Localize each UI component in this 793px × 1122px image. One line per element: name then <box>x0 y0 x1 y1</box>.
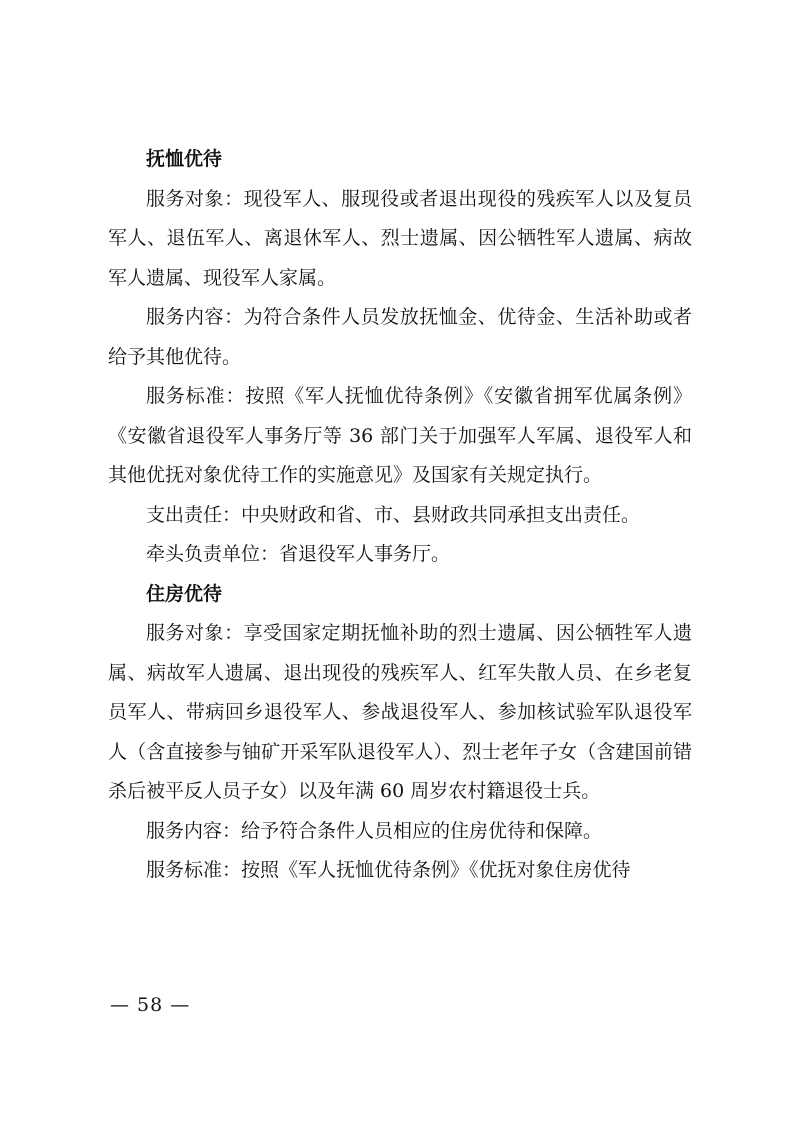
section-fuxu-youdai <box>108 140 692 575</box>
paragraph-expenditure-responsibility: 支出责任：中央财政和省、市、县财政共同承担支出责任。 <box>146 503 641 526</box>
paragraph-service-target: 服务对象：享受国家定期抚恤补助的烈士遗属、因公牺牲军人遗属、病故军人遗属、退出现役的残疾军人、红军失散人员、在乡老复员军人、带病回乡退役军人、参战退役军人、参加核试验军队退役军人（含直接参与铀矿开采军队退役军人）、烈士老年子女（含建国前错杀后被平反人员子女）以及年满 60 周岁农村籍退役士兵。 <box>108 622 692 802</box>
section-heading: 抚恤优待 <box>146 148 223 170</box>
paragraph-lead-unit: 牵头负责单位：省退役军人事务厅。 <box>146 543 451 565</box>
section-zhufang-youdai <box>108 575 692 891</box>
paragraph-service-target: 服务对象：现役军人、服现役或者退出现役的残疾军人以及复员军人、退伍军人、离退休军人、烈士遗属、因公牺牲军人遗属、病故军人遗属、现役军人家属。 <box>108 187 692 289</box>
section-heading: 住房优待 <box>146 582 223 605</box>
paragraph-service-standard: 服务标准：按照《军人抚恤优待条例》《优抚对象住房优待 <box>146 859 631 881</box>
document-body <box>108 140 692 891</box>
paragraph-service-content: 服务内容：给予符合条件人员相应的住房优待和保障。 <box>146 819 603 842</box>
page-number: — 58 — <box>110 994 191 1016</box>
paragraph-service-content: 服务内容：为符合条件人员发放抚恤金、优待金、生活补助或者给予其他优待。 <box>108 306 692 368</box>
paragraph-service-standard: 服务标准：按照《军人抚恤优待条例》《安徽省拥军优属条例》《安徽省退役军人事务厅等 36 部门关于加强军人军属、退役军人和其他优抚对象优待工作的实施意见》及国家有关规定执行。 <box>108 385 692 486</box>
